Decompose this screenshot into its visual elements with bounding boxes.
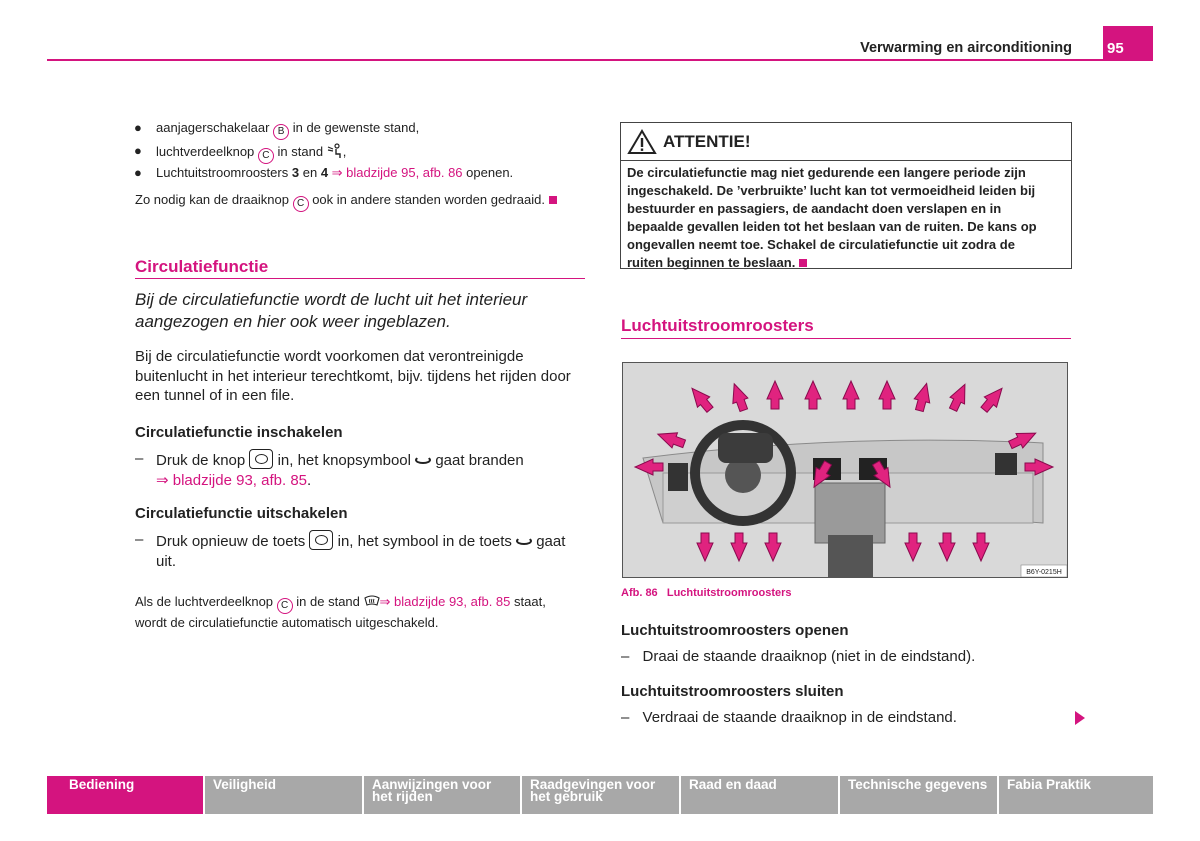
- dash: –: [621, 648, 630, 665]
- page-reference-link[interactable]: ⇒ bladzijde 93, afb. 85: [379, 594, 511, 609]
- figure-code-label: B6Y-0215H: [1026, 569, 1062, 576]
- note-text: ook in andere standen worden gedraaid.: [312, 192, 545, 207]
- warning-line: ruiten beginnen te beslaan.: [627, 255, 796, 270]
- paragraph-text: wordt de circulatiefunctie automatisch uitgeschakeld.: [135, 615, 439, 630]
- end-marker-square: [799, 259, 807, 267]
- page-number: 95: [1103, 26, 1153, 61]
- warning-title: ATTENTIE!: [663, 132, 751, 151]
- instruction-openen: [621, 647, 975, 667]
- bullet-text: Luchtuitstroomroosters: [156, 165, 289, 180]
- tab-raad-en-daad[interactable]: Raad en daad: [681, 776, 838, 814]
- face-vent-icon: [327, 143, 343, 159]
- dash: –: [135, 531, 144, 548]
- header-rule: [47, 59, 1153, 61]
- instruction-text: gaat: [536, 533, 566, 550]
- recirculation-button-icon: [309, 530, 333, 550]
- bullet-text: aanjagerschakelaar: [156, 120, 270, 135]
- note-text: Zo nodig kan de draaiknop: [135, 192, 289, 207]
- instruction-text: Druk de knop: [156, 452, 246, 469]
- knob-c-marker: C: [258, 148, 274, 164]
- knob-c-marker: C: [277, 598, 293, 614]
- bullet-bold-number: 3: [291, 165, 300, 180]
- warning-line: bestuurder en passagiers, de aandacht doen verslapen en in: [627, 201, 1002, 216]
- paragraph-text: staat,: [514, 594, 546, 609]
- instruction-uitschakelen: [135, 530, 590, 571]
- note-paragraph: [135, 192, 557, 212]
- bullet-text: in stand: [277, 144, 324, 159]
- subhead-inschakelen: Circulatiefunctie inschakelen: [135, 424, 343, 441]
- tab-fabia-praktik[interactable]: Fabia Praktik: [999, 776, 1153, 814]
- figure-caption: [621, 587, 792, 599]
- bullet-text: en: [302, 165, 318, 180]
- bullet-text: luchtverdeelknop: [156, 144, 255, 159]
- page-reference-link[interactable]: ⇒ bladzijde 95, afb. 86: [331, 165, 463, 180]
- warning-line: ingeschakeld. De ’verbruikte’ lucht kan tot vermoeidheid leiden bij: [627, 183, 1036, 198]
- knob-c-marker: C: [293, 196, 309, 212]
- caption-label: Afb. 86: [621, 587, 658, 599]
- tab-technische-gegevens[interactable]: Technische gegevens: [840, 776, 997, 814]
- dash: –: [135, 450, 144, 467]
- instruction-text: in, het symbool in de toets: [337, 533, 512, 550]
- bullet-text: ,: [342, 144, 347, 159]
- tab-bediening[interactable]: Bediening: [47, 776, 203, 814]
- paragraph-text: in de stand: [296, 594, 360, 609]
- bullet-dot: ●: [134, 143, 142, 158]
- bullet-dot: ●: [134, 120, 142, 135]
- instruction-sluiten: [621, 708, 957, 728]
- subhead-sluiten: Luchtuitstroomroosters sluiten: [621, 683, 844, 700]
- section-rule: [621, 338, 1071, 339]
- dashboard-vents-figure: [622, 362, 1068, 578]
- section-rule: [135, 278, 585, 279]
- running-header-title: Verwarming en airconditioning: [860, 40, 1072, 56]
- paragraph-text: Als de luchtverdeelknop: [135, 594, 274, 609]
- bullet-text: in de gewenste stand,: [292, 120, 420, 135]
- warning-line: De circulatiefunctie mag niet gedurende een langere periode zijn: [627, 165, 1026, 180]
- warning-box: [620, 122, 1072, 269]
- instruction-text: gaat branden: [435, 452, 524, 469]
- warning-line: bepaalde gevallen leiden tot het beslaan van de ruiten. De kans op: [627, 219, 1037, 234]
- section-intro: Bij de circulatiefunctie wordt de lucht uit het interieur aangezogen en hier ook weer ingeblazen.: [135, 290, 528, 331]
- warning-body: [621, 161, 1071, 272]
- end-marker-square: [549, 196, 557, 204]
- instruction-text: Druk opnieuw de toets: [156, 533, 306, 550]
- knob-b-marker: B: [273, 124, 289, 140]
- warning-triangle-icon: [627, 129, 657, 155]
- bullet-bold-number: 4: [320, 165, 329, 180]
- instruction-text: Verdraai de staande draaiknop in de eindstand.: [642, 709, 957, 726]
- instruction-inschakelen: – Druk de knop in, het knopsymbool gaat branden ⇒ bladzijde 93, afb. 85.: [135, 450, 524, 489]
- section-title-luchtuitstroomroosters: Luchtuitstroomroosters: [621, 316, 814, 335]
- instruction-text: in, het knopsymbool: [277, 452, 411, 469]
- next-page-arrow-icon[interactable]: [1075, 711, 1085, 725]
- subhead-openen: Luchtuitstroomroosters openen: [621, 622, 849, 639]
- subhead-uitschakelen: Circulatiefunctie uitschakelen: [135, 505, 348, 522]
- dash: –: [621, 709, 630, 726]
- tab-raadgevingen[interactable]: Raadgevingen voor het gebruik: [522, 776, 679, 814]
- dashboard-illustration: [623, 363, 1068, 578]
- tab-veiligheid[interactable]: Veiligheid: [205, 776, 362, 814]
- recirculation-button-icon: [249, 449, 273, 469]
- instruction-text: uit.: [156, 552, 177, 570]
- page-reference-link[interactable]: ⇒ bladzijde 93, afb. 85: [156, 471, 308, 489]
- bullet-dot: ●: [134, 165, 142, 180]
- tab-aanwijzingen[interactable]: Aanwijzingen voor het rijden: [364, 776, 520, 814]
- section-title-circulatiefunctie: Circulatiefunctie: [135, 257, 269, 276]
- recirculation-symbol-icon: [516, 537, 532, 545]
- body-paragraph: Bij de circulatiefunctie wordt voorkomen dat verontreinigde buitenlucht in het interieur terechtkomt, bijv. tijdens het rijden door een tunnel of in een file.: [135, 348, 571, 404]
- bullet-text: openen.: [466, 165, 514, 180]
- recirculation-symbol-icon: [415, 456, 431, 464]
- auto-off-paragraph: [135, 593, 546, 632]
- warning-header: [621, 123, 1071, 161]
- instruction-text: Draai de staande draaiknop (niet in de eindstand).: [642, 648, 976, 665]
- windscreen-defrost-icon: [364, 595, 380, 607]
- caption-text: Luchtuitstroomroosters: [666, 587, 792, 599]
- warning-line: ongevallen neemt toe. Schakel de circulatiefunctie uit zodra de: [627, 237, 1015, 252]
